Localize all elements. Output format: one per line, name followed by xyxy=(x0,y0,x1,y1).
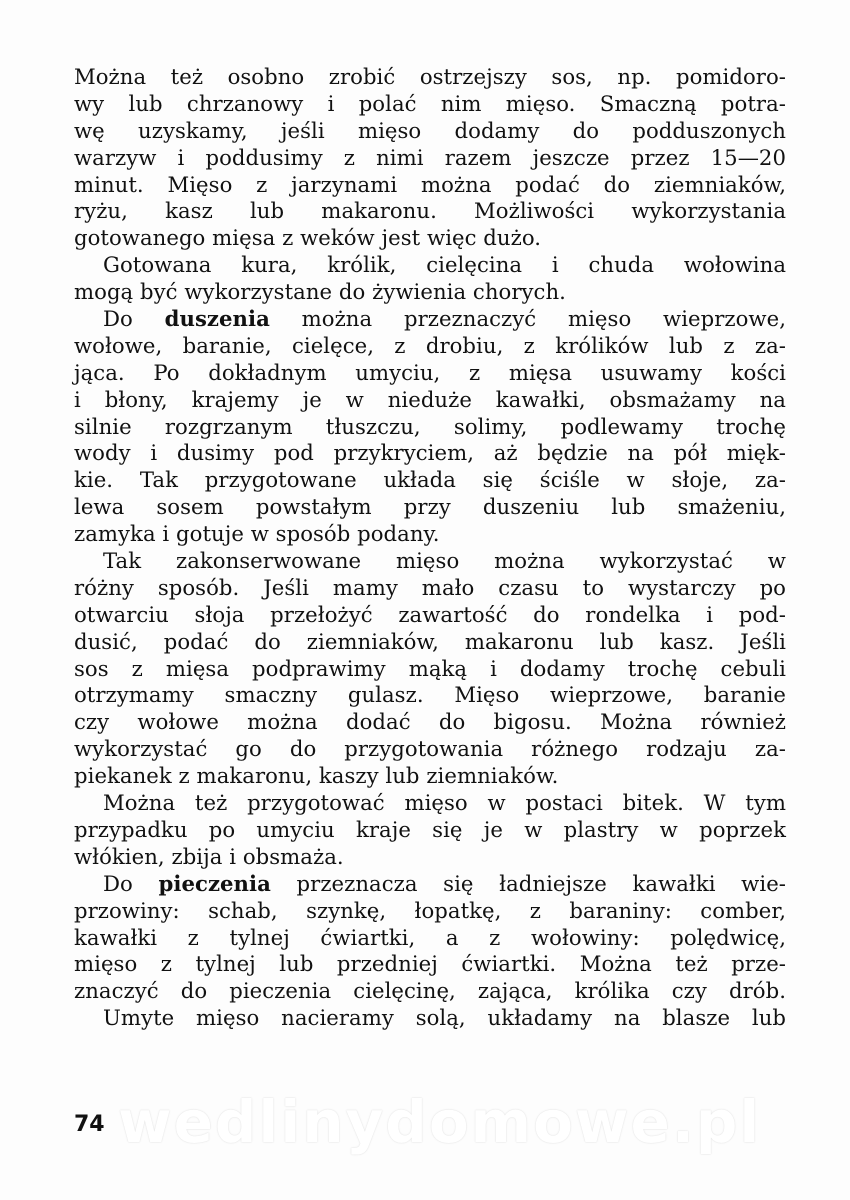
text-segment: wę uzyskamy, jeśli mięso dodamy do podduszonych xyxy=(74,117,786,143)
text-line xyxy=(74,629,786,656)
text-line xyxy=(74,387,786,414)
text-segment: mięso z tylnej lub przedniej ćwiartki. Można też prze- xyxy=(74,951,786,977)
text-line xyxy=(74,709,786,736)
text-segment: piekanek z makaronu, kaszy lub ziemniaków. xyxy=(74,763,559,789)
text-segment: włókien, zbija i obsmaża. xyxy=(74,843,344,869)
text-line xyxy=(74,871,786,898)
text-segment: gotowanego mięsa z weków jest więc dużo. xyxy=(74,225,542,251)
text-segment: otwarciu słoja przełożyć zawartość do rondelka i pod- xyxy=(74,601,786,627)
text-segment: wołowe, baranie, cielęce, z drobiu, z królików lub z za- xyxy=(74,332,786,358)
text-line xyxy=(74,64,786,91)
text-line xyxy=(74,494,786,521)
page-number: 74 xyxy=(74,1112,105,1137)
text-segment: można przeznaczyć mięso wieprzowe, xyxy=(269,306,786,332)
text-segment: otrzymamy smaczny gulasz. Mięso wieprzowe, baranie xyxy=(74,682,786,708)
text-line xyxy=(74,575,786,602)
text-segment: dusić, podać do ziemniaków, makaronu lub kasz. Jeśli xyxy=(74,628,786,654)
text-line xyxy=(74,198,786,225)
text-segment: silnie rozgrzanym tłuszczu, solimy, podlewamy trochę xyxy=(74,413,786,439)
text-line xyxy=(74,925,786,952)
text-line xyxy=(74,333,786,360)
text-segment: sos z mięsa podprawimy mąką i dodamy trochę cebuli xyxy=(74,655,786,681)
text-line xyxy=(74,736,786,763)
text-line xyxy=(74,360,786,387)
text-segment: Tak zakonserwowane mięso można wykorzystać w xyxy=(103,548,786,574)
text-line xyxy=(74,844,786,871)
text-segment: przeznacza się ładniejsze kawałki wie- xyxy=(270,870,786,896)
text-line xyxy=(74,521,786,548)
text-line xyxy=(74,1005,786,1032)
text-line xyxy=(74,682,786,709)
text-line xyxy=(74,951,786,978)
text-line xyxy=(74,817,786,844)
watermark-text: wedlinydomowe.pl xyxy=(118,1088,762,1156)
text-line xyxy=(74,225,786,252)
text-segment: i błony, krajemy je w nieduże kawałki, obsmażamy na xyxy=(74,386,786,412)
text-segment: czy wołowe można dodać do bigosu. Można również xyxy=(74,709,786,735)
text-line xyxy=(74,172,786,199)
text-segment: Gotowana kura, królik, cielęcina i chuda wołowina xyxy=(103,252,786,278)
bold-term: duszenia xyxy=(164,306,270,332)
text-line xyxy=(74,978,786,1005)
text-line xyxy=(74,440,786,467)
text-segment: zamyka i gotuje w sposób podany. xyxy=(74,521,440,547)
text-segment: wody i dusimy pod przykryciem, aż będzie na pół mięk- xyxy=(74,440,786,466)
text-line xyxy=(74,763,786,790)
text-segment: znaczyć do pieczenia cielęcinę, zająca, królika czy drób. xyxy=(74,978,786,1004)
text-segment: ryżu, kasz lub makaronu. Możliwości wykorzystania xyxy=(74,198,786,224)
text-segment: wykorzystać go do przygotowania różnego rodzaju za- xyxy=(74,736,786,762)
text-segment: lewa sosem powstałym przy duszeniu lub smażeniu, xyxy=(74,494,786,520)
text-line xyxy=(74,548,786,575)
text-segment: Można też przygotować mięso w postaci bitek. W tym xyxy=(103,790,786,816)
text-segment: kawałki z tylnej ćwiartki, a z wołowiny: polędwicę, xyxy=(74,924,786,950)
text-line xyxy=(74,306,786,333)
text-segment: warzyw i poddusimy z nimi razem jeszcze przez 15—20 xyxy=(74,144,786,170)
text-line xyxy=(74,656,786,683)
bold-term: pieczenia xyxy=(158,870,271,896)
text-segment: przowiny: schab, szynkę, łopatkę, z baraniny: comber, xyxy=(74,897,786,923)
text-segment: Można też osobno zrobić ostrzejszy sos, np. pomidoro- xyxy=(74,64,786,89)
text-line xyxy=(74,118,786,145)
text-line xyxy=(74,91,786,118)
text-line xyxy=(74,602,786,629)
text-segment: minut. Mięso z jarzynami można podać do ziemniaków, xyxy=(74,171,786,197)
text-line xyxy=(74,414,786,441)
text-line xyxy=(74,467,786,494)
text-line xyxy=(74,279,786,306)
text-segment: Umyte mięso nacieramy solą, układamy na blasze lub xyxy=(103,1005,786,1031)
text-segment: przypadku po umyciu kraje się je w plastry w poprzek xyxy=(74,816,786,842)
text-segment: Do xyxy=(103,870,159,896)
text-segment: różny sposób. Jeśli mamy mało czasu to wystarczy po xyxy=(74,574,786,600)
text-line xyxy=(74,252,786,279)
body-text xyxy=(74,64,786,1032)
text-line xyxy=(74,790,786,817)
text-segment: Do xyxy=(103,306,165,332)
text-segment: kie. Tak przygotowane układa się ściśle w słoje, za- xyxy=(74,467,786,493)
text-segment: mogą być wykorzystane do żywienia chorych. xyxy=(74,279,566,305)
text-line xyxy=(74,145,786,172)
text-line xyxy=(74,898,786,925)
text-segment: jąca. Po dokładnym umyciu, z mięsa usuwamy kości xyxy=(74,359,786,385)
text-segment: wy lub chrzanowy i polać nim mięso. Smaczną potra- xyxy=(74,90,786,116)
